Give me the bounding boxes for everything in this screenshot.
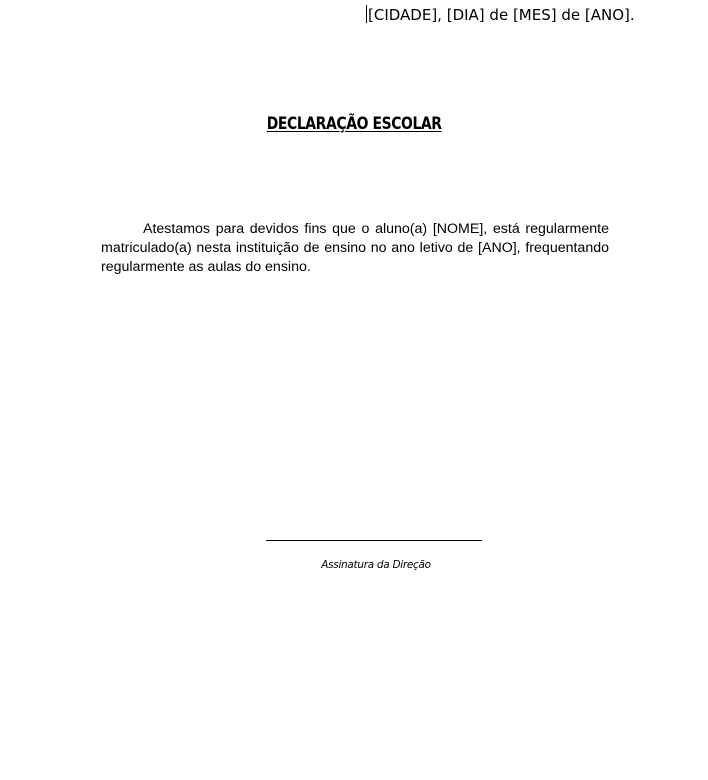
document-title [64, 112, 645, 136]
signature-label[interactable]: Assinatura da Direção [321, 559, 431, 571]
date-text[interactable]: [CIDADE], [DIA] de [MES] de [ANO]. [368, 6, 635, 24]
signature-line [266, 540, 482, 541]
text-cursor [366, 5, 367, 23]
body-paragraph[interactable]: Atestamos para devidos fins que o aluno(a) [NOME], está regularmente matriculado(a) nesta instituição de ensino no ano letivo de [ANO], frequentando regularmente as aulas do ensino. [101, 221, 609, 275]
document-title-text[interactable]: DECLARAÇÃO ESCOLAR [266, 114, 442, 134]
date-line[interactable] [366, 5, 635, 25]
